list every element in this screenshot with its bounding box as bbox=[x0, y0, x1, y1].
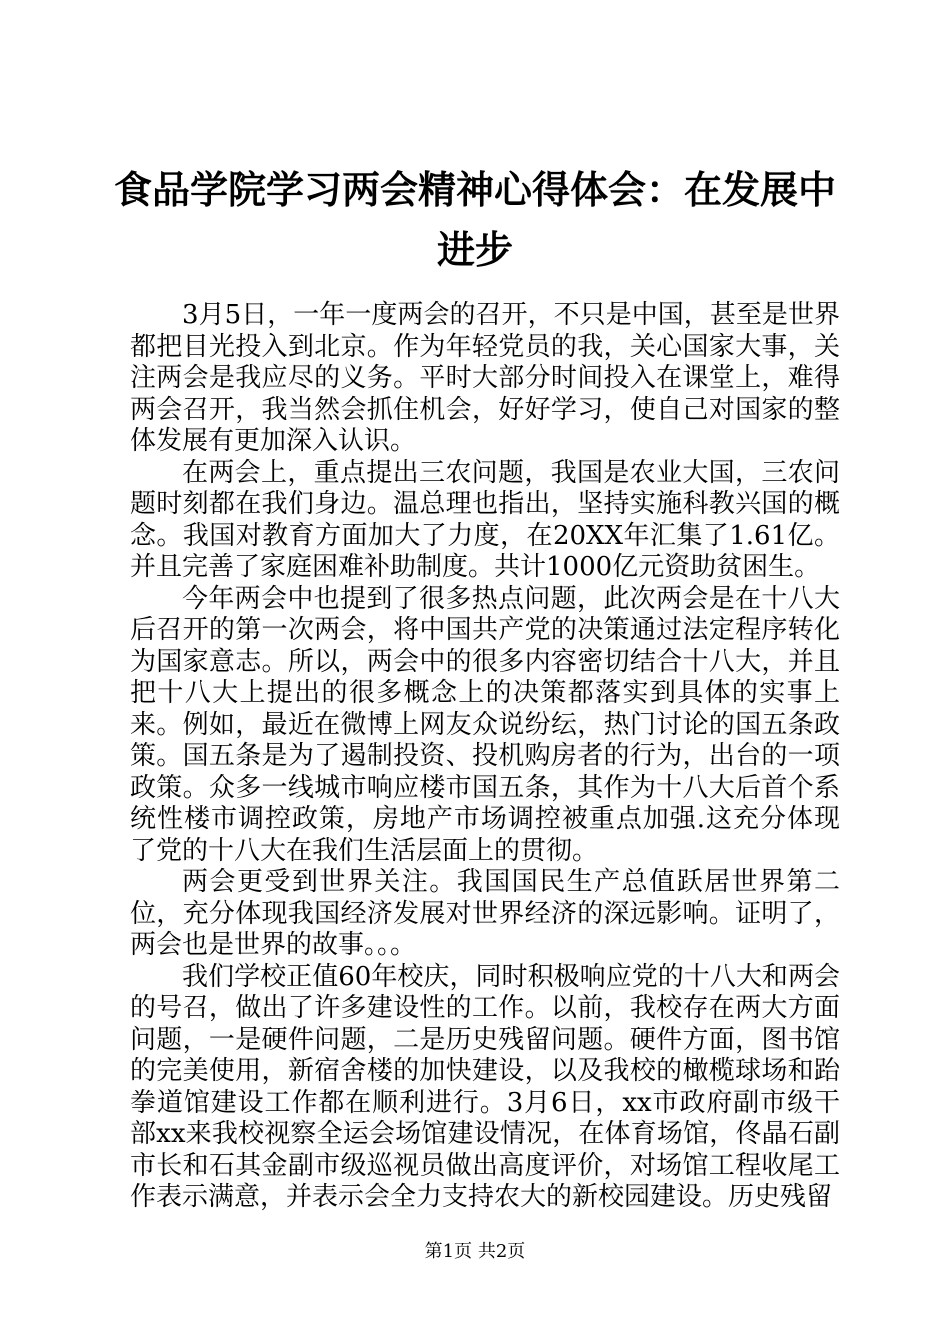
page-number-footer: 第1页 共2页 bbox=[424, 1241, 526, 1262]
paragraph: 3月5日，一年一度两会的召开，不只是中国，甚至是世界都把目光投入到北京。作为年轻党员的我，关心国家大事，关注两会是我应尽的义务。平时大部分时间投入在课堂上，难得两会召开，我当然会抓住机会，好好学习，使自己对国家的整体发展有更加深入认识。 bbox=[130, 300, 840, 456]
document-body bbox=[130, 300, 840, 1214]
paragraph: 我们学校正值60年校庆，同时积极响应党的十八大和两会的号召，做出了许多建设性的工作。以前，我校存在两大方面问题，一是硬件问题，二是历史残留问题。硬件方面，图书馆的完美使用，新宿舍楼的加快建设，以及我校的橄榄球场和跆拳道馆建设工作都在顺利进行。3月6日，xx市政府副市级干部xx来我校视察全运会场馆建设情况，在体育场馆，佟晶石副市长和石其金副市级巡视员做出高度评价，对场馆工程收尾工作表示满意，并表示会全力支持农大的新校园建设。历史残留 bbox=[130, 961, 840, 1212]
paragraph: 两会更受到世界关注。我国国民生产总值跃居世界第二位，充分体现我国经济发展对世界经济的深远影响。证明了，两会也是世界的故事。。。 bbox=[130, 867, 840, 960]
paragraph: 今年两会中也提到了很多热点问题，此次两会是在十八大后召开的第一次两会，将中国共产党的决策通过法定程序转化为国家意志。所以，两会中的很多内容密切结合十八大，并且把十八大上提出的很多概念上的决策都落实到具体的实事上来。例如，最近在微博上网友众说纷纭，热门讨论的国五条政策。国五条是为了遏制投资、投机购房者的行为，出台的一项政策。众多一线城市响应楼市国五条，其作为十八大后首个系统性楼市调控政策，房地产市场调控被重点加强.这充分体现了党的十八大在我们生活层面上的贯彻。 bbox=[130, 583, 840, 866]
paragraph: 在两会上，重点提出三农问题，我国是农业大国，三农问题时刻都在我们身边。温总理也指出，坚持实施科教兴国的概念。我国对教育方面加大了力度，在20XX年汇集了1.61亿。并且完善了家庭困难补助制度。共计1000亿元资助贫困生。 bbox=[130, 457, 840, 582]
document-title: 食品学院学习两会精神心得体会：在发展中进步 bbox=[113, 168, 836, 272]
